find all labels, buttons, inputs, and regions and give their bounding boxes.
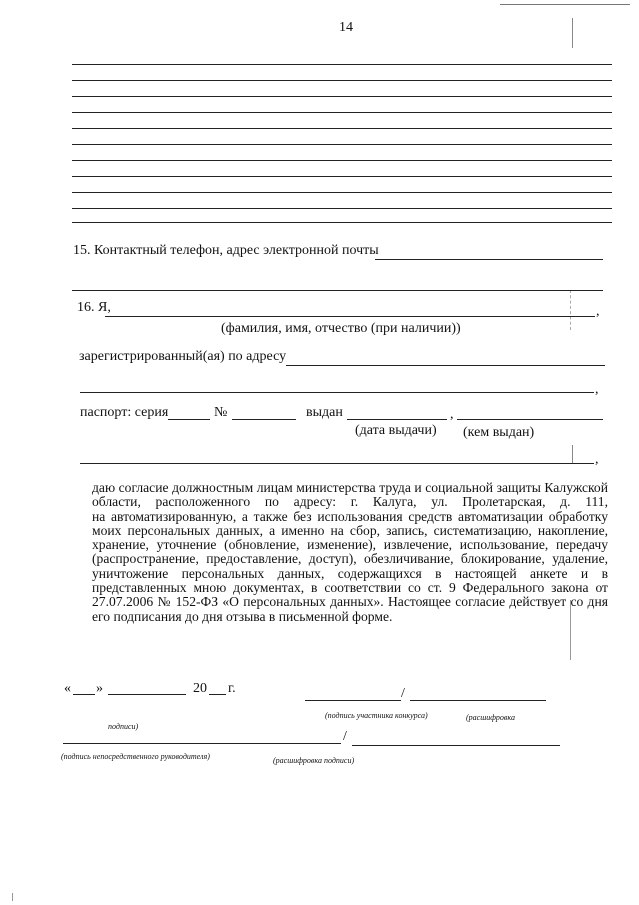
issue-date-caption: (дата выдачи) bbox=[355, 423, 437, 438]
passport-series-label: паспорт: серия bbox=[80, 405, 169, 420]
scan-margin-mark bbox=[570, 290, 571, 330]
full-name-field-line[interactable] bbox=[105, 316, 595, 317]
registered-address-label: зарегистрированный(ая) по адресу bbox=[79, 349, 287, 364]
consent-line: его подписания до дня отзыва в письменной форме. bbox=[92, 609, 393, 624]
signature-slash: / bbox=[401, 686, 405, 701]
issue-date-field[interactable] bbox=[347, 419, 447, 420]
consent-line: хранение, уточнение (обновление, изменение), извлечение, использование, передачу bbox=[92, 538, 608, 553]
date-open-quote: « bbox=[64, 681, 71, 696]
signature-slash: / bbox=[343, 729, 347, 744]
consent-line: даю согласие должностным лицам министерства труда и социальной защиты Калужской bbox=[92, 481, 608, 495]
scan-margin-mark bbox=[12, 893, 13, 901]
passport-number-label: № bbox=[214, 405, 228, 420]
issued-by-field-line-2[interactable] bbox=[80, 463, 594, 464]
consent-line: области, расположенного по адресу: г. Калуга, ул. Пролетарская, д. 111, bbox=[92, 495, 608, 510]
decoding-caption-cont: подписи) bbox=[108, 722, 139, 731]
issued-label: выдан bbox=[306, 405, 343, 420]
consent-paragraph bbox=[92, 481, 608, 624]
comma: , bbox=[450, 407, 454, 422]
consent-line: (распространение, предоставление, доступ), обезличивание, блокирование, удаление, bbox=[92, 552, 608, 567]
manager-decoding-field[interactable] bbox=[352, 745, 560, 746]
manager-signature-caption: (подпись непосредственного руководителя) bbox=[61, 752, 210, 761]
contact-field-line[interactable] bbox=[375, 259, 603, 260]
consent-line: представленных мною документах, в соответствии со ст. 9 Федерального закона от bbox=[92, 581, 608, 596]
comma: , bbox=[595, 382, 599, 397]
page-number: 14 bbox=[339, 20, 353, 35]
day-field[interactable] bbox=[73, 694, 95, 695]
blank-line bbox=[72, 222, 612, 223]
blank-line bbox=[72, 96, 612, 97]
blank-line bbox=[72, 128, 612, 129]
blank-line bbox=[72, 112, 612, 113]
blank-line bbox=[72, 192, 612, 193]
year-suffix: г. bbox=[228, 681, 236, 696]
item16-label: 16. Я, bbox=[77, 300, 111, 315]
consent-line: на автоматизированную, а также без использования средств автоматизации обработку bbox=[92, 509, 608, 524]
passport-number-field[interactable] bbox=[232, 419, 296, 420]
full-name-caption: (фамилия, имя, отчество (при наличии)) bbox=[221, 321, 461, 336]
address-field-line-2[interactable] bbox=[80, 392, 594, 393]
consent-line: моих персональных данных, а именно на сбор, запись, систематизацию, накопление, bbox=[92, 523, 608, 538]
blank-line bbox=[72, 208, 612, 209]
consent-line: уничтожение персональных данных, содержащихся в настоящей анкете и в bbox=[92, 566, 608, 581]
manager-signature-field[interactable] bbox=[63, 743, 341, 744]
blank-line bbox=[72, 176, 612, 177]
participant-signature-caption: (подпись участника конкурса) bbox=[325, 711, 428, 720]
item15-label: 15. Контактный телефон, адрес электронной почты bbox=[73, 243, 379, 258]
blank-line bbox=[72, 144, 612, 145]
blank-line bbox=[72, 64, 612, 65]
blank-line bbox=[72, 80, 612, 81]
participant-decoding-field[interactable] bbox=[410, 700, 546, 701]
comma: , bbox=[596, 304, 600, 319]
participant-signature-field[interactable] bbox=[305, 700, 401, 701]
scan-edge-line bbox=[500, 4, 630, 5]
consent-line: 27.07.2006 № 152-ФЗ «О персональных данных». Настоящее согласие действует со дня bbox=[92, 595, 608, 610]
blank-line bbox=[72, 160, 612, 161]
scan-margin-mark bbox=[572, 445, 573, 463]
month-field[interactable] bbox=[108, 694, 186, 695]
issued-by-caption: (кем выдан) bbox=[463, 425, 535, 440]
year-field[interactable] bbox=[209, 694, 226, 695]
address-field-line[interactable] bbox=[286, 365, 605, 366]
date-close-quote: » bbox=[96, 681, 103, 696]
contact-field-line-2[interactable] bbox=[72, 290, 603, 291]
passport-series-field[interactable] bbox=[168, 419, 210, 420]
issued-by-field[interactable] bbox=[457, 419, 603, 420]
comma: , bbox=[595, 452, 599, 467]
decoding-caption: (расшифровка bbox=[466, 713, 515, 722]
scan-margin-mark bbox=[572, 18, 573, 48]
manager-decoding-caption: (расшифровка подписи) bbox=[273, 756, 355, 765]
year-prefix: 20 bbox=[193, 681, 207, 696]
